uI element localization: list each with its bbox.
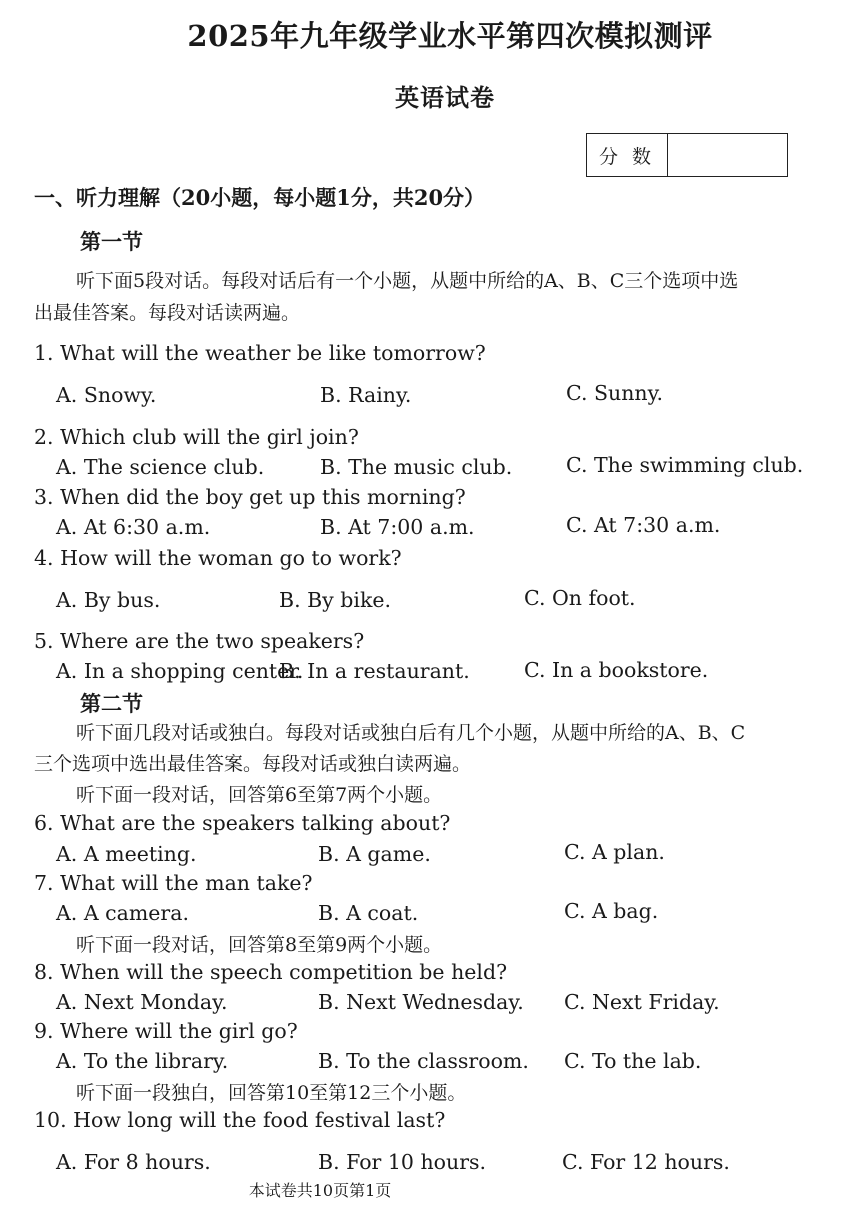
- question-7-option-a: A. A camera.: [56, 901, 189, 925]
- question-9-option-a: A. To the library.: [56, 1049, 229, 1073]
- part2-instructions-line2: 三个选项中选出最佳答案。每段对话或独白读两遍。: [34, 753, 472, 775]
- note-questions-6-7: 听下面一段对话，回答第6至第7两个小题。: [76, 784, 443, 806]
- question-10-option-b: B. For 10 hours.: [318, 1150, 487, 1174]
- question-4-option-c: C. On foot.: [524, 586, 636, 610]
- score-value-field[interactable]: [668, 134, 787, 176]
- question-8-option-b: B. Next Wednesday.: [318, 990, 524, 1014]
- part1-instructions-line1: 听下面5段对话。每段对话后有一个小题，从题中所给的A、B、C三个选项中选: [76, 270, 739, 292]
- question-1-option-b: B. Rainy.: [320, 383, 412, 407]
- part2-heading: 第二节: [80, 691, 143, 716]
- question-3-option-a: A. At 6:30 a.m.: [56, 515, 211, 539]
- question-5-stem: 5. Where are the two speakers?: [34, 629, 365, 653]
- exam-subtitle: 英语试卷: [395, 83, 495, 112]
- question-6-stem: 6. What are the speakers talking about?: [34, 811, 451, 835]
- exam-title: 2025年九年级学业水平第四次模拟测评: [187, 19, 713, 53]
- question-3-option-b: B. At 7:00 a.m.: [320, 515, 475, 539]
- question-3-stem: 3. When did the boy get up this morning?: [34, 485, 466, 509]
- question-6-option-b: B. A game.: [318, 842, 431, 866]
- question-6-option-a: A. A meeting.: [56, 842, 197, 866]
- question-5-option-a: A. In a shopping center.: [56, 659, 304, 683]
- question-4-option-b: B. By bike.: [279, 588, 392, 612]
- question-1-option-c: C. Sunny.: [566, 381, 664, 405]
- question-2-option-c: C. The swimming club.: [566, 453, 804, 477]
- note-questions-10-12: 听下面一段独白，回答第10至第12三个小题。: [76, 1082, 467, 1104]
- question-8-option-a: A. Next Monday.: [56, 990, 228, 1014]
- question-1-option-a: A. Snowy.: [56, 383, 157, 407]
- question-6-option-c: C. A plan.: [564, 840, 665, 864]
- question-3-option-c: C. At 7:30 a.m.: [566, 513, 721, 537]
- score-label: 分 数: [587, 134, 668, 176]
- question-5-option-b: B. In a restaurant.: [279, 659, 470, 683]
- part1-heading: 第一节: [80, 229, 143, 254]
- part1-instructions-line2: 出最佳答案。每段对话读两遍。: [34, 302, 301, 324]
- score-box: [586, 133, 788, 177]
- question-10-stem: 10. How long will the food festival last?: [34, 1108, 446, 1132]
- question-7-option-c: C. A bag.: [564, 899, 659, 923]
- part2-instructions-line1: 听下面几段对话或独白。每段对话或独白后有几个小题，从题中所给的A、B、C: [76, 722, 746, 744]
- question-2-stem: 2. Which club will the girl join?: [34, 425, 359, 449]
- question-10-option-a: A. For 8 hours.: [56, 1150, 211, 1174]
- section-listening-heading: 一、听力理解（20小题，每小题1分，共20分）: [34, 185, 486, 210]
- question-7-stem: 7. What will the man take?: [34, 871, 313, 895]
- question-9-option-b: B. To the classroom.: [318, 1049, 529, 1073]
- question-2-option-a: A. The science club.: [56, 455, 265, 479]
- question-8-stem: 8. When will the speech competition be held?: [34, 960, 508, 984]
- question-7-option-b: B. A coat.: [318, 901, 419, 925]
- question-9-stem: 9. Where will the girl go?: [34, 1019, 298, 1043]
- question-1-stem: 1. What will the weather be like tomorrow?: [34, 341, 486, 365]
- page-footer: 本试卷共10页第1页: [248, 1181, 392, 1200]
- question-8-option-c: C. Next Friday.: [564, 990, 720, 1014]
- question-5-option-c: C. In a bookstore.: [524, 658, 709, 682]
- question-4-option-a: A. By bus.: [56, 588, 161, 612]
- question-2-option-b: B. The music club.: [320, 455, 513, 479]
- question-4-stem: 4. How will the woman go to work?: [34, 546, 402, 570]
- note-questions-8-9: 听下面一段对话，回答第8至第9两个小题。: [76, 934, 443, 956]
- question-9-option-c: C. To the lab.: [564, 1049, 702, 1073]
- question-10-option-c: C. For 12 hours.: [562, 1150, 730, 1174]
